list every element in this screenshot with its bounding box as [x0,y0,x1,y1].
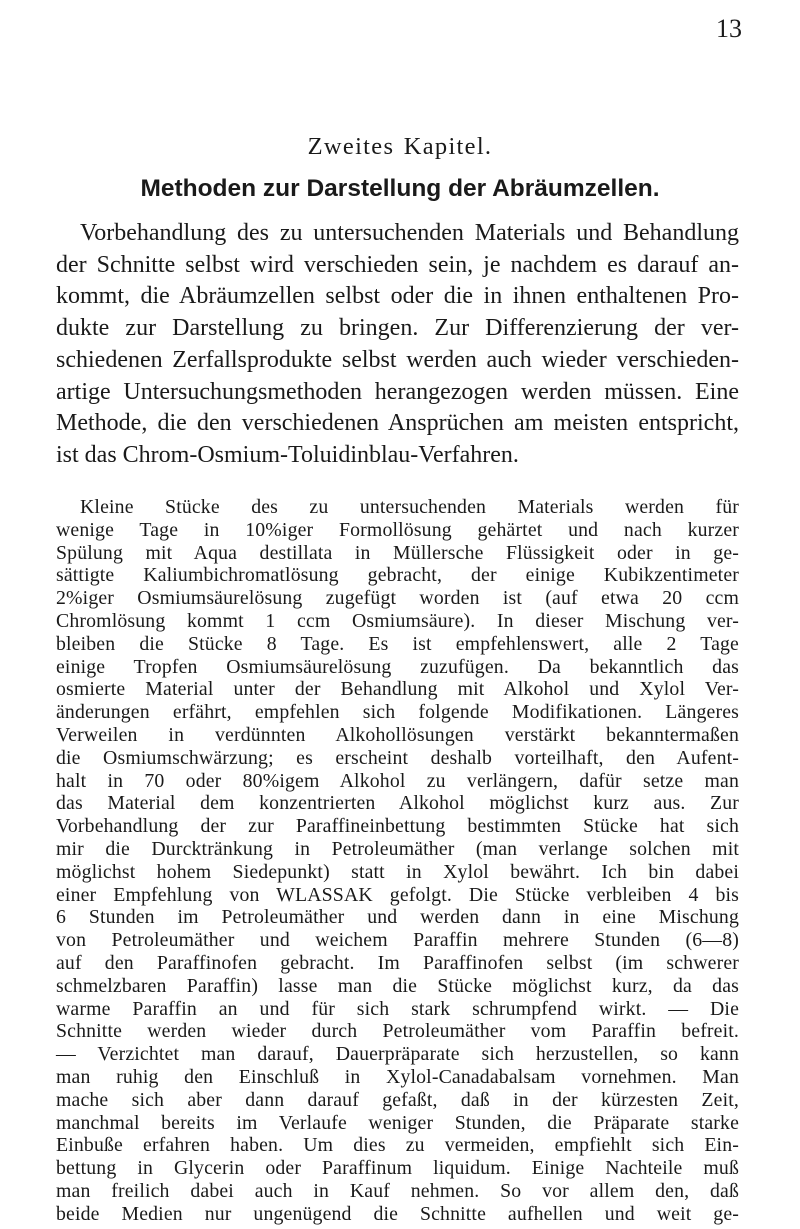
text-line: einige Tropfen Osmiumsäurelösung zuzufügen. Da bekanntlich das [56,655,739,678]
text-line: warme Paraffin an und für sich stark schrumpfend wirkt. — Die [56,997,739,1020]
text-line: 6 Stunden im Petroleumäther und werden dann in eine Mischung [56,906,739,929]
text-line: Einbuße erfahren haben. Um dies zu vermeiden, empfiehlt sich Ein- [56,1134,739,1157]
text-line: bleiben die Stücke 8 Tage. Es ist empfehlenswert, alle 2 Tage [56,632,739,655]
text-line: beide Medien nur ungenügend die Schnitte aufhellen und weit ge- [56,1202,739,1225]
text-line: artige Untersuchungsmethoden herangezogen werden müssen. Eine [56,378,739,405]
page-number: 13 [716,14,742,43]
text-line: man freilich dabei auch in Kauf nehmen. So vor allem den, daß [56,1180,739,1202]
text-line: schiedenen Zerfallsprodukte selbst werden auch wieder verschieden- [56,346,739,373]
text-line: ist das Chrom-Osmium-Toluidinblau-Verfahren. [56,441,519,468]
text-line: bettung in Glycerin oder Paraffinum liquidum. Einige Nachteile muß [56,1157,739,1180]
text-line: Verweilen in verdünnten Alkohollösungen verstärkt bekanntermaßen [56,724,739,746]
text-line: — Verzichtet man darauf, Dauerpräparate sich herzustellen, so kann [56,1043,739,1066]
text-line: Chromlösung kommt 1 ccm Osmiumsäure). In dieser Mischung ver- [56,610,739,632]
section-title: Methoden zur Darstellung der Abräumzellen. [140,175,660,202]
text-line: kommt, die Abräumzellen selbst oder die in ihnen enthaltenen Pro- [56,283,739,310]
text-line: mache sich aber dann darauf gefaßt, daß in der kürzesten Zeit, [56,1088,739,1111]
text-line: einer Empfehlung von WLASSAK gefolgt. Die Stücke verbleiben 4 bis [56,883,739,906]
text-line: manchmal bereits im Verlaufe weniger Stunden, die Präparate starke [56,1111,739,1134]
text-line: mir die Durcktränkung in Petroleumäther (man verlange solchen mit [56,838,739,860]
text-line: Kleine Stücke des zu untersuchenden Materials werden für [80,496,739,518]
chapter-heading: Zweites Kapitel. [307,133,493,160]
text-line: die Osmiumschwärzung; es erscheint deshalb vorteilhaft, den Aufent- [56,746,739,769]
text-line: halt in 70 oder 80%igem Alkohol zu verlängern, dafür setze man [56,769,739,792]
text-line: Schnitte werden wieder durch Petroleumäther vom Paraffin befreit. [56,1020,739,1043]
text-line: das Material dem konzentrierten Alkohol möglichst kurz aus. Zur [56,792,739,815]
text-line: dukte zur Darstellung zu bringen. Zur Differenzierung der ver- [56,315,739,342]
text-line: Vorbehandlung der zur Paraffineinbettung bestimmten Stücke hat sich [56,815,739,838]
text-line: Spülung mit Aqua destillata in Müllersche Flüssigkeit oder in ge- [56,541,739,564]
text-line: schmelzbaren Paraffin) lasse man die Stücke möglichst kurz, da das [56,974,739,997]
text-line: möglichst hohem Siedepunkt) statt in Xylol bewährt. Ich bin dabei [56,860,739,883]
text-line: osmierte Material unter der Behandlung mit Alkohol und Xylol Ver- [56,678,739,701]
text-line: von Petroleumäther und weichem Paraffin mehrere Stunden (6—8) [56,929,739,952]
text-line: änderungen erfährt, empfehlen sich folgende Modifikationen. Längeres [56,701,739,724]
text-line: Methode, die den verschiedenen Ansprüchen am meisten entspricht, [56,410,739,437]
text-line: Vorbehandlung des zu untersuchenden Materials und Behandlung [80,220,739,246]
text-line: auf den Paraffinofen gebracht. Im Paraffinofen selbst (im schwerer [56,952,739,974]
text-line: sättigte Kaliumbichromatlösung gebracht, der einige Kubikzentimeter [56,564,739,587]
text-line: der Schnitte selbst wird verschieden sein, je nachdem es darauf an- [56,251,739,278]
text-line: man ruhig den Einschluß in Xylol-Canadabalsam vornehmen. Man [56,1066,739,1088]
text-line: 2%iger Osmiumsäurelösung zugefügt worden ist (auf etwa 20 ccm [56,587,739,610]
text-line: wenige Tage in 10%iger Formollösung gehärtet und nach kurzer [56,518,739,541]
